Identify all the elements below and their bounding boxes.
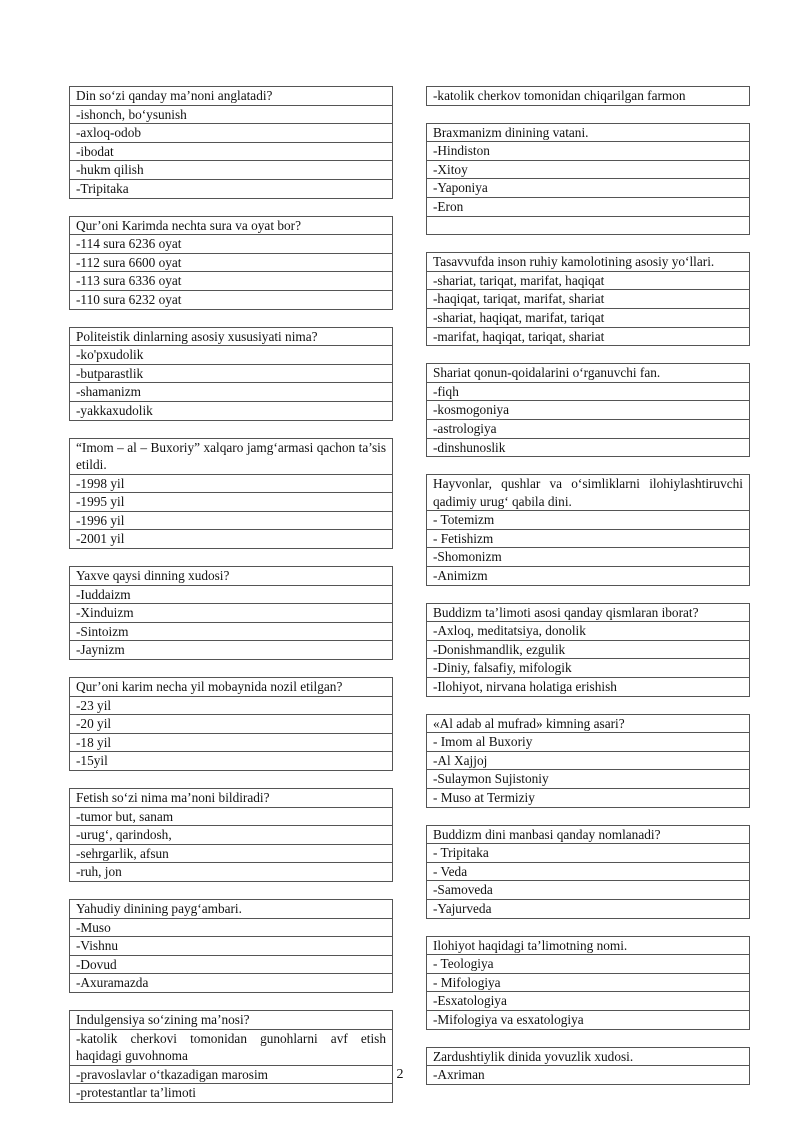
answer-option: - Veda (427, 862, 750, 881)
answer-option: -butparastlik (70, 364, 393, 383)
question-block (426, 252, 750, 346)
answer-option: -hukm qilish (70, 161, 393, 180)
answer-option: -shariat, haqiqat, marifat, tariqat (427, 308, 750, 327)
answer-option: -ishonch, bo‘ysunish (70, 105, 393, 124)
question-block (69, 438, 393, 550)
answer-option: -1998 yil (70, 474, 393, 493)
answer-option: - Mifologiya (427, 973, 750, 992)
answer-option: -Hindiston (427, 142, 750, 161)
left-column (69, 86, 393, 1120)
question-block (426, 363, 750, 457)
answer-option: -112 sura 6600 oyat (70, 253, 393, 272)
answer-option: -ko'pxudolik (70, 346, 393, 365)
question-text: Qur’oni Karimda nechta sura va oyat bor? (70, 216, 393, 235)
answer-option: -Axloq, meditatsiya, donolik (427, 622, 750, 641)
answer-option: -Axuramazda (70, 974, 393, 993)
question-text: Fetish so‘zi nima ma’noni bildiradi? (70, 789, 393, 808)
answer-option: -protestantlar ta’limoti (70, 1084, 393, 1103)
question-text: Indulgensiya so‘zining ma’nosi? (70, 1010, 393, 1029)
answer-option: -Yaponiya (427, 179, 750, 198)
question-text: Hayvonlar, qushlar va o‘simliklarni ilohiylashtiruvchi qadimiy urug‘ qabila dini. (427, 475, 750, 511)
answer-option: -Donishmandlik, ezgulik (427, 640, 750, 659)
question-block (69, 1010, 393, 1103)
question-text: Ilohiyot haqidagi ta’limotning nomi. (427, 936, 750, 955)
question-text: Qur’oni karim necha yil mobaynida nozil etilgan? (70, 678, 393, 697)
answer-option: - Imom al Buxoriy (427, 733, 750, 752)
answer-option: -ruh, jon (70, 863, 393, 882)
answer-option: -Dovud (70, 955, 393, 974)
answer-option: -marifat, haqiqat, tariqat, shariat (427, 327, 750, 346)
answer-option: -fiqh (427, 382, 750, 401)
answer-option: -Jaynizm (70, 641, 393, 660)
answer-option: -1996 yil (70, 511, 393, 530)
answer-option: -Shomonizm (427, 548, 750, 567)
answer-option: - Tripitaka (427, 844, 750, 863)
answer-option: - Fetishizm (427, 529, 750, 548)
question-text: Din so‘zi qanday ma’noni anglatadi? (70, 87, 393, 106)
question-text: Zardushtiylik dinida yovuzlik xudosi. (427, 1047, 750, 1066)
question-block (69, 86, 393, 199)
answer-option: -2001 yil (70, 530, 393, 549)
answer-option: -Yajurveda (427, 899, 750, 918)
answer-option: -Xitoy (427, 160, 750, 179)
question-text: Yahudiy dinining payg‘ambari. (70, 899, 393, 918)
question-block (426, 936, 750, 1030)
question-block (426, 474, 750, 586)
answer-option: -Esxatologiya (427, 992, 750, 1011)
answer-option: -110 sura 6232 oyat (70, 290, 393, 309)
answer-option: -Tripitaka (70, 179, 393, 198)
answer-option: - Muso at Termiziy (427, 789, 750, 808)
question-text: Buddizm dini manbasi qanday nomlanadi? (427, 825, 750, 844)
answer-option: -haqiqat, tariqat, marifat, shariat (427, 290, 750, 309)
answer-option: -23 yil (70, 696, 393, 715)
question-block (69, 566, 393, 660)
answer-option: -pravoslavlar o‘tkazadigan marosim (70, 1065, 393, 1084)
question-block (69, 327, 393, 421)
page-number: 2 (396, 1067, 404, 1082)
answer-option: -18 yil (70, 733, 393, 752)
answer-option: - Totemizm (427, 511, 750, 530)
answer-option: -Al Xajjoj (427, 751, 750, 770)
answer-option: -sehrgarlik, afsun (70, 844, 393, 863)
answer-option: -Diniy, falsafiy, mifologik (427, 659, 750, 678)
answer-option: -15yil (70, 752, 393, 771)
question-text: Politeistik dinlarning asosiy xususiyati nima? (70, 327, 393, 346)
answer-option: -Eron (427, 197, 750, 216)
answer-option: -Sintoizm (70, 622, 393, 641)
question-text: Buddizm ta’limoti asosi qanday qismlaran iborat? (427, 603, 750, 622)
answer-option: -Samoveda (427, 881, 750, 900)
answer-option: -Ilohiyot, nirvana holatiga erishish (427, 678, 750, 697)
answer-option: -tumor but, sanam (70, 807, 393, 826)
question-block (69, 677, 393, 771)
answer-option: -Mifologiya va esxatologiya (427, 1010, 750, 1029)
question-text: Braxmanizm dinining vatani. (427, 123, 750, 142)
answer-option: -1995 yil (70, 493, 393, 512)
question-block (69, 788, 393, 882)
question-text: «Al adab al mufrad» kimning asari? (427, 714, 750, 733)
question-block (426, 714, 750, 808)
answer-option: -Sulaymon Sujistoniy (427, 770, 750, 789)
answer-option: - Teologiya (427, 955, 750, 974)
answer-option: -yakkaxudolik (70, 401, 393, 420)
answer-option: -Xinduizm (70, 604, 393, 623)
answer-option: -Axriman (427, 1066, 750, 1085)
question-block (426, 825, 750, 919)
answer-option: -114 sura 6236 oyat (70, 235, 393, 254)
answer-option: -katolik cherkovi tomonidan gunohlarni avf etish haqidagi guvohnoma (70, 1029, 393, 1065)
question-text: “Imom – al – Buxoriy” xalqaro jamg‘armasi qachon ta’sis etildi. (70, 438, 393, 474)
answer-option: -shamanizm (70, 383, 393, 402)
answer-option (427, 216, 750, 235)
answer-option: -Iuddaizm (70, 585, 393, 604)
question-block (426, 603, 750, 697)
answer-option: -astrologiya (427, 419, 750, 438)
answer-option: -ibodat (70, 142, 393, 161)
question-block (426, 123, 750, 236)
question-text: Tasavvufda inson ruhiy kamolotining asosiy yo‘llari. (427, 253, 750, 272)
question-text: Yaxve qaysi dinning xudosi? (70, 567, 393, 586)
answer-option: -urug‘, qarindosh, (70, 826, 393, 845)
answer-option: -Muso (70, 918, 393, 937)
question-block (69, 899, 393, 993)
answer-option: -113 sura 6336 oyat (70, 272, 393, 291)
right-column (426, 86, 750, 1102)
answer-option: -Vishnu (70, 937, 393, 956)
answer-option: -kosmogoniya (427, 401, 750, 420)
answer-option: -dinshunoslik (427, 438, 750, 457)
answer-option: -shariat, tariqat, marifat, haqiqat (427, 271, 750, 290)
question-block (426, 86, 750, 106)
answer-option: -20 yil (70, 715, 393, 734)
answer-option: -axloq-odob (70, 124, 393, 143)
question-text: Shariat qonun-qoidalarini o‘rganuvchi fan. (427, 364, 750, 383)
question-text: -katolik cherkov tomonidan chiqarilgan farmon (427, 87, 750, 106)
question-block (69, 216, 393, 310)
answer-option: -Animizm (427, 567, 750, 586)
